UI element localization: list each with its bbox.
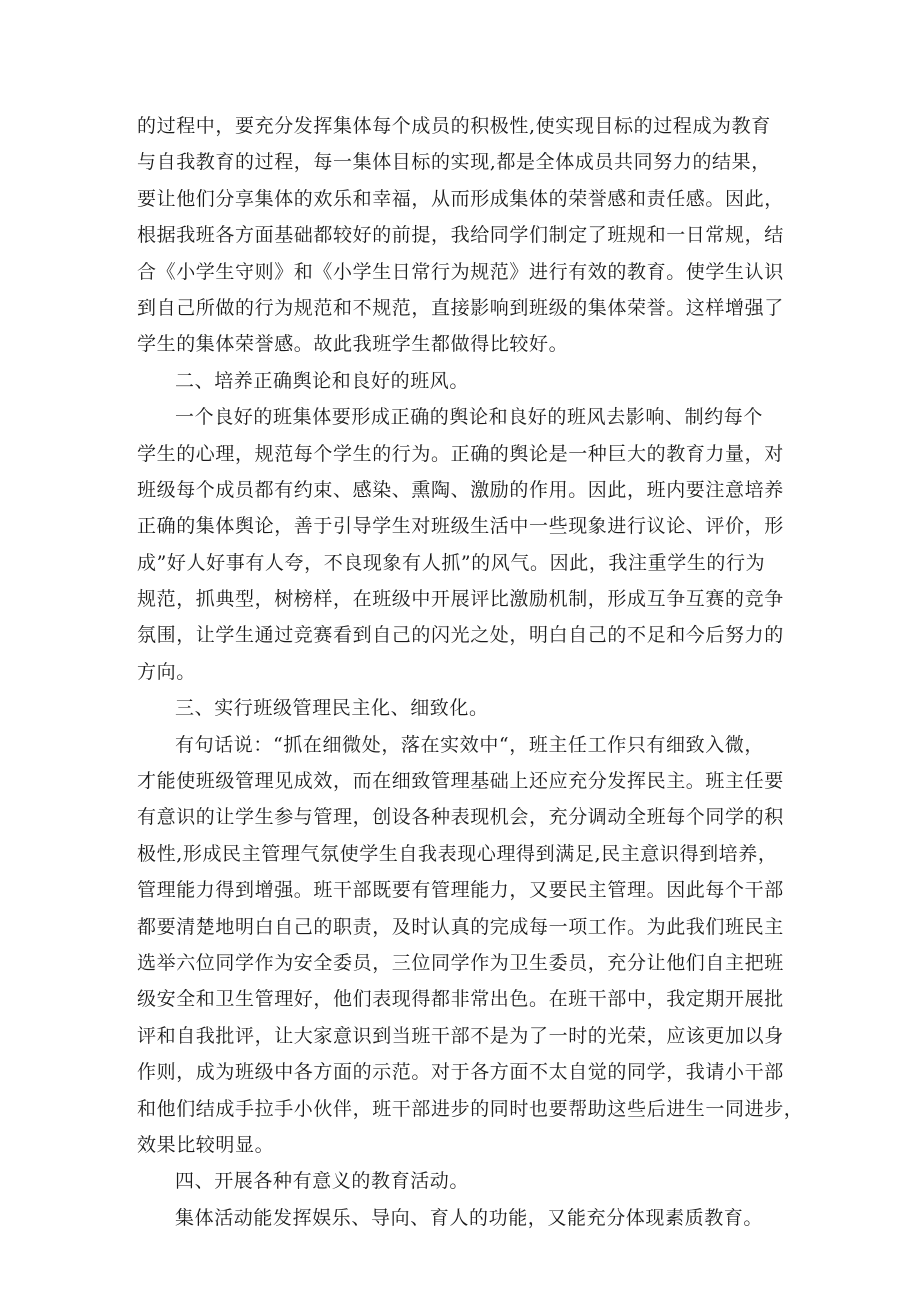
text-line: 集体活动能发挥娱乐、导向、育人的功能，又能充分体现素质教育。 [175,1206,764,1229]
text-line: 管理能力得到增强。班干部既要有管理能力，又要民主管理。因此每个干部 [137,879,784,902]
text-line: 作则，成为班级中各方面的示范。对于各方面不太自觉的同学，我请小干部 [137,1061,784,1084]
text-line: 正确的集体舆论，善于引导学生对班级生活中一些现象进行议论、评价，形 [137,515,784,538]
text-line: 要让他们分享集体的欢乐和幸福，从而形成集体的荣誉感和责任感。因此， [137,187,784,210]
text-line: 方向。 [137,660,196,683]
text-line: 学生的集体荣誉感。故此我班学生都做得比较好。 [137,333,569,356]
section-heading: 三、实行班级管理民主化、细致化。 [175,697,489,720]
text-line: 有意识的让学生参与管理，创设各种表现机会，充分调动全班每个同学的积 [137,806,784,829]
text-line: 级安全和卫生管理好，他们表现得都非常出色。在班干部中，我定期开展批 [137,988,784,1011]
text-line: 合《小学生守则》和《小学生日常行为规范》进行有效的教育。使学生认识 [137,260,784,283]
text-line: 与自我教育的过程，每一集体目标的实现,都是全体成员共同努力的结果， [137,151,771,174]
text-line: 评和自我批评，让大家意识到当班干部不是为了一时的光荣，应该更加以身 [137,1024,784,1047]
text-line: 一个良好的班集体要形成正确的舆论和良好的班风去影响、制约每个 [175,406,764,429]
text-line: 都要清楚地明白自己的职责，及时认真的完成每一项工作。为此我们班民主 [137,915,784,938]
text-line: 和他们结成手拉手小伙伴，班干部进步的同时也要帮助这些后进生一同进步， [137,1097,804,1120]
text-line: 的过程中，要充分发挥集体每个成员的积极性,使实现目标的过程成为教育 [137,115,771,137]
text-line: 学生的心理，规范每个学生的行为。正确的舆论是一种巨大的教育力量，对 [137,442,784,465]
text-line: 效果比较明显。 [137,1133,275,1156]
text-line: 到自己所做的行为规范和不规范，直接影响到班级的集体荣誉。这样增强了 [137,296,784,319]
text-line: 极性,形成民主管理气氛使学生自我表现心理得到满足,民主意识得到培养， [137,842,778,865]
section-heading: 二、培养正确舆论和良好的班风。 [175,369,470,392]
text-line: 规范，抓典型，树榜样，在班级中开展评比激励机制，形成互争互赛的竞争 [137,588,784,611]
text-line: 有句话说：“抓在细微处，落在实效中“，班主任工作只有细致入微， [175,733,765,756]
text-line: 根据我班各方面基础都较好的前提，我给同学们制定了班规和一日常规，结 [137,224,784,247]
text-line: 才能使班级管理见成效，而在细致管理基础上还应充分发挥民主。班主任要 [137,770,784,793]
text-line: 选举六位同学作为安全委员，三位同学作为卫生委员，充分让他们自主把班 [137,951,784,974]
text-line: 班级每个成员都有约束、感染、熏陶、激励的作用。因此，班内要注意培养 [137,478,784,501]
section-heading: 四、开展各种有意义的教育活动。 [175,1170,470,1193]
text-line: 成”好人好事有人夸，不良现象有人抓”的风气。因此，我注重学生的行为 [137,551,766,574]
document-body [137,108,804,1236]
text-line: 氛围，让学生通过竞赛看到自己的闪光之处，明白自己的不足和今后努力的 [137,624,784,647]
